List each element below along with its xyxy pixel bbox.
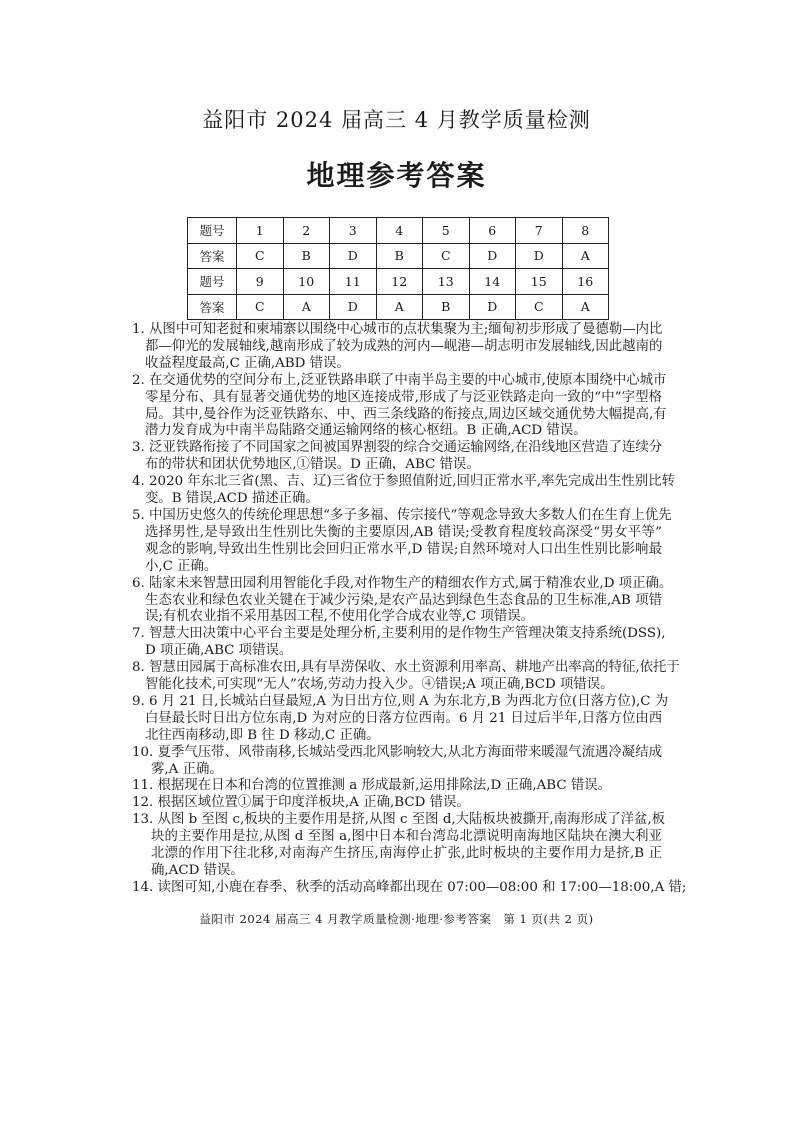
table-cell: D bbox=[330, 294, 377, 320]
explanation-item bbox=[132, 372, 667, 441]
explanation-item bbox=[132, 575, 673, 627]
explanation-line: 潜力发育成为中南半岛陆路交通运输网络的核心枢纽。B 正确,ACD 错误。 bbox=[145, 423, 587, 439]
table-cell: A bbox=[376, 294, 423, 320]
explanation-line: 北往西南移动,即 B 往 D 移动,C 正确。 bbox=[145, 727, 380, 743]
table-cell: 12 bbox=[376, 269, 423, 295]
explanation-line: 块的主要作用是拉,从图 d 至图 a,图中日本和台湾岛北漂说明南海地区陆块在澳大利亚 bbox=[151, 829, 662, 845]
explanation-line: 选择男性,是导致出生性别比失衡的主要原因,AB 错误;受教育程度较高深受“男女平等” bbox=[145, 524, 662, 540]
table-cell: D bbox=[469, 243, 516, 269]
explanation-line: 2. 在交通优势的空间分布上,泛亚铁路串联了中南半岛主要的中心城市,使原本围绕中心城市 bbox=[132, 372, 667, 388]
question-number-row bbox=[188, 218, 609, 244]
explanation-line: 零星分布、具有显著交通优势的地区连接成带,形成了与泛亚铁路走向一致的“中”字型格 bbox=[145, 389, 662, 405]
explanation-line: 雾,A 正确。 bbox=[151, 761, 223, 777]
table-cell: 16 bbox=[562, 269, 609, 295]
document-title: 益阳市 2024 届高三 4 月教学质量检测 bbox=[202, 108, 591, 132]
explanation-item bbox=[132, 778, 662, 795]
answer-table bbox=[187, 217, 609, 320]
explanation-line: 误;有机农业指不采用基因工程,不使用化学合成农业等,C 项错误。 bbox=[145, 609, 535, 625]
document-subtitle: 地理参考答案 bbox=[306, 159, 487, 192]
table-cell: B bbox=[376, 243, 423, 269]
explanation-line: 都—仰光的发展轴线,越南形成了较为成熟的河内—岘港—胡志明市发展轴线,因此越南的 bbox=[145, 338, 663, 354]
row-header-cell: 答案 bbox=[188, 294, 237, 320]
explanation-line: 14. 读图可知,小鹿在春季、秋季的活动高峰都出现在 07:00—08:00 和 17:00—18:00,A 错; bbox=[132, 879, 687, 895]
explanation-item bbox=[132, 812, 666, 880]
explanation-line: 观念的影响,导致出生性别比会回归正常水平,D 错误;自然环境对人口出生性别比影响最 bbox=[145, 541, 662, 557]
table-cell: A bbox=[283, 294, 330, 320]
table-cell: 5 bbox=[423, 218, 470, 244]
table-cell: 7 bbox=[516, 218, 563, 244]
explanation-line: 变。B 错误,ACD 描述正确。 bbox=[145, 491, 319, 507]
table-cell: B bbox=[283, 243, 330, 269]
table-cell: D bbox=[516, 243, 563, 269]
explanation-item bbox=[132, 879, 687, 897]
table-cell: 3 bbox=[330, 218, 377, 244]
table-cell: 9 bbox=[237, 269, 284, 295]
explanation-line: 1. 从图中可知老挝和柬埔寨以围绕中心城市的点状集聚为主;缅甸初步形成了曼德勒—内比 bbox=[132, 322, 663, 337]
explanation-line: 10. 夏季气压带、风带南移,长城站受西北风影响较大,从北方海面带来暖湿气流遇冷凝结成 bbox=[132, 744, 662, 760]
explanation-line: 智能化技术,可实现“无人”农场,劳动力投入少。④错误;A 项正确,BCD 项错误。 bbox=[145, 677, 614, 693]
table-cell: 14 bbox=[469, 269, 516, 295]
explanation-item bbox=[132, 626, 666, 660]
table-cell: B bbox=[423, 294, 470, 320]
table-cell: C bbox=[237, 294, 284, 320]
explanation-line: 8. 智慧田园属于高标准农田,具有旱涝保收、水土资源利用率高、耕地产出率高的特征,依托于 bbox=[132, 660, 680, 676]
explanation-line: 布的带状和团状优势地区,①错误。D 正确，ABC 错误。 bbox=[145, 457, 480, 473]
explanation-item bbox=[132, 440, 662, 474]
table-cell: 13 bbox=[423, 269, 470, 295]
table-cell: C bbox=[423, 243, 470, 269]
explanation-line: 确,ACD 错误。 bbox=[151, 863, 244, 878]
table-cell: 6 bbox=[469, 218, 516, 244]
explanation-line: 3. 泛亚铁路衔接了不同国家之间被国界割裂的综合交通运输网络,在沿线地区营造了连续分 bbox=[132, 440, 663, 456]
explanation-line: 小,C 正确。 bbox=[145, 558, 218, 574]
explanation-line: 北漂的作用下往北移,对南海产生挤压,南海停止扩张,此时板块的主要作用力是挤,B 正 bbox=[151, 846, 662, 862]
table-cell: 1 bbox=[237, 218, 284, 244]
explanation-line: 9. 6 月 21 日,长城站白昼最短,A 为日出方位,则 A 为东北方,B 为西北方位(日落方位),C 为 bbox=[132, 693, 669, 709]
explanation-line: D 项正确,ABC 项错误。 bbox=[145, 643, 293, 659]
explanation-line: 白昼最长时日出方位东南,D 为对应的日落方位西南。6 月 21 日过后半年,日落方位由西 bbox=[145, 710, 663, 726]
explanation-line: 13. 从图 b 至图 c,板块的主要作用是挤,从图 c 至图 d,大陆板块被撕开,南海形成了洋盆,板 bbox=[132, 812, 666, 828]
question-number-row bbox=[188, 269, 609, 295]
row-header-cell: 答案 bbox=[188, 243, 237, 269]
table-cell: C bbox=[237, 243, 284, 269]
table-cell: C bbox=[516, 294, 563, 320]
table-cell: D bbox=[469, 294, 516, 320]
explanation-item bbox=[132, 693, 669, 745]
explanation-line: 5. 中国历史悠久的传统伦理思想“多子多福、传宗接代”等观念导致大多数人们在生育上优先 bbox=[132, 507, 672, 523]
table-cell: 8 bbox=[562, 218, 609, 244]
explanation-line: 生态农业和绿色农业关键在于减少污染,是农产品达到绿色生态食品的卫生标准,AB 项错 bbox=[145, 592, 662, 608]
explanation-line: 7. 智慧大田决策中心平台主要是处理分析,主要利用的是作物生产管理决策支持系统(DSS), bbox=[132, 626, 666, 642]
table-cell: A bbox=[562, 294, 609, 320]
table-cell: 10 bbox=[283, 269, 330, 295]
table-cell: 4 bbox=[376, 218, 423, 244]
answer-row bbox=[188, 294, 609, 320]
explanation-line: 收益程度最高,C 正确,ABD 错误。 bbox=[145, 355, 350, 371]
row-header-cell: 题号 bbox=[188, 218, 237, 244]
explanation-line: 11. 根据现在日本和台湾的位置推测 a 形成最新,运用排除法,D 正确,ABC 错误。 bbox=[132, 778, 612, 794]
explanation-line: 6. 陆家未来智慧田园利用智能化手段,对作物生产的精细农作方式,属于精准农业,D 项正确。 bbox=[132, 575, 673, 591]
explanation-line: 12. 根据区域位置①属于印度洋板块,A 正确,BCD 错误。 bbox=[132, 795, 470, 811]
table-cell: 11 bbox=[330, 269, 377, 295]
explanation-item bbox=[132, 322, 662, 373]
explanations bbox=[132, 322, 687, 897]
table-cell: A bbox=[562, 243, 609, 269]
page-footer: 益阳市 2024 届高三 4 月教学质量检测·地理·参考答案 第 1 页(共 2 页) bbox=[199, 912, 594, 926]
answer-row bbox=[188, 243, 609, 269]
row-header-cell: 题号 bbox=[188, 269, 237, 295]
table-cell: D bbox=[330, 243, 377, 269]
explanation-item bbox=[132, 474, 675, 508]
explanation-line: 4. 2020 年东北三省(黑、吉、辽)三省位于参照值附近,回归正常水平,率先完成出生性别比转 bbox=[132, 474, 675, 490]
explanation-item bbox=[132, 507, 672, 576]
table-cell: 15 bbox=[516, 269, 563, 295]
table-cell: 2 bbox=[283, 218, 330, 244]
explanation-item bbox=[132, 745, 662, 779]
explanation-item bbox=[132, 795, 662, 812]
explanation-item bbox=[132, 660, 680, 694]
explanation-line: 局。其中,曼谷作为泛亚铁路东、中、西三条线路的衔接点,周边区域交通优势大幅提高,有 bbox=[145, 406, 667, 422]
